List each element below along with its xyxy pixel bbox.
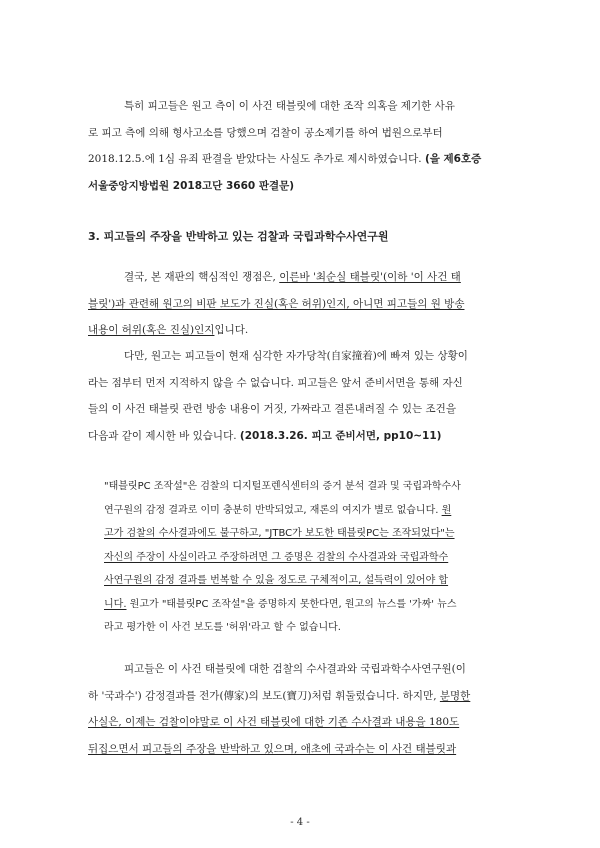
underlined-text: 사연구원의 감정 결과를 번복할 수 있을 정도로 구체적이고, 설득력이 있어야 합 <box>104 575 449 586</box>
text-line: 피고들은 이 사건 태블릿에 대한 검찰의 수사결과와 국립과학수사연구원(이 <box>124 663 466 675</box>
underlined-text: 내용이 허위(혹은 진실)인지 <box>88 324 215 336</box>
text-line: "태블릿PC 조작설"은 검찰의 디지털포렌식센터의 증거 분석 결과 및 국립과학수사 <box>104 481 461 492</box>
text-line: 다만, 원고는 피고들이 현재 심각한 자가당착(自家撞着)에 빠져 있는 상황이 <box>124 350 468 362</box>
text-line: 특히 피고들은 원고 측이 이 사건 태블릿에 대한 조작 의혹을 제기한 사유 <box>124 100 455 112</box>
citation: 서울중앙지방법원 2018고단 3660 판결문) <box>88 179 295 192</box>
text-segment: 원고가 "태블릿PC 조작설"을 증명하지 못한다면, 원고의 뉴스를 '가짜' 뉴스 <box>126 598 457 610</box>
text-segment: 연구원의 감정 결과로 이미 충분히 반박되었고, 재론의 여지가 별로 없습니다. <box>104 504 442 516</box>
page-number: - 4 - <box>290 817 310 828</box>
underlined-text: 자신의 주장이 사실이라고 주장하려면 그 증명은 검찰의 수사결과와 국립과학수 <box>104 551 449 563</box>
text-line: 라는 점부터 먼저 지적하지 않을 수 없습니다. 피고들은 앞서 준비서면을 통해 자신 <box>88 376 463 389</box>
underlined-text: 원 <box>441 504 452 516</box>
section-heading: 3. 피고들의 주장을 반박하고 있는 검찰과 국립과학수사연구원 <box>88 230 389 243</box>
text-line: 2018.12.5.에 1심 유죄 판결을 받았다는 사실도 추가로 제시하였습니다. <box>88 153 422 165</box>
text-line: 라고 평가한 이 사건 보도를 '허위'라고 할 수 없습니다. <box>104 622 341 633</box>
text-line: 로 피고 측에 의해 형사고소를 당했으며 검찰이 공소제기를 하여 법원으로부터 <box>88 126 443 139</box>
paragraph-3 <box>88 343 514 449</box>
paragraph-1 <box>88 93 514 199</box>
paragraph-4 <box>88 656 514 762</box>
underlined-text: 블릿')과 관련해 원고의 비판 보도가 진실(혹은 허위)인지, 아니면 피고들의 원 방송 <box>88 297 465 310</box>
underlined-text: 니다. <box>104 598 127 610</box>
underlined-text: 고가 검찰의 수사결과에도 불구하고, "JTBC가 보도한 태블릿PC는 조작되었다"는 <box>104 528 455 539</box>
underlined-text: 사실은, 이제는 검찰이야말로 이 사건 태블릿에 대한 기존 수사결과 내용을 180도 <box>88 716 460 728</box>
citation: (을 제6호증 <box>424 153 482 165</box>
citation: (2018.3.26. 피고 준비서면, pp10~11) <box>239 429 442 442</box>
text-segment: 입니다. <box>214 324 249 336</box>
paragraph-2 <box>88 264 514 344</box>
text-line: 들의 이 사건 태블릿 관련 방송 내용이 거짓, 가짜라고 결론내려질 수 있는 조건을 <box>88 403 456 415</box>
text-segment: 하 '국과수') 감정결과를 전가(傳家)의 보도(寶刀)처럼 휘둘렀습니다. 하지만, <box>88 689 440 702</box>
text-segment: 결국, 본 재판의 핵심적인 쟁점은, <box>124 271 280 283</box>
underlined-text: 이른바 '최순실 태블릿'(이하 '이 사건 태 <box>279 271 461 283</box>
underlined-text: 뒤집으면서 피고들의 주장을 반박하고 있으며, 애초에 국과수는 이 사건 태블릿과 <box>88 742 457 755</box>
underlined-text: 분명한 <box>439 689 471 702</box>
quoted-block <box>104 475 500 640</box>
text-segment: 다음과 같이 제시한 바 있습니다. <box>88 429 237 442</box>
